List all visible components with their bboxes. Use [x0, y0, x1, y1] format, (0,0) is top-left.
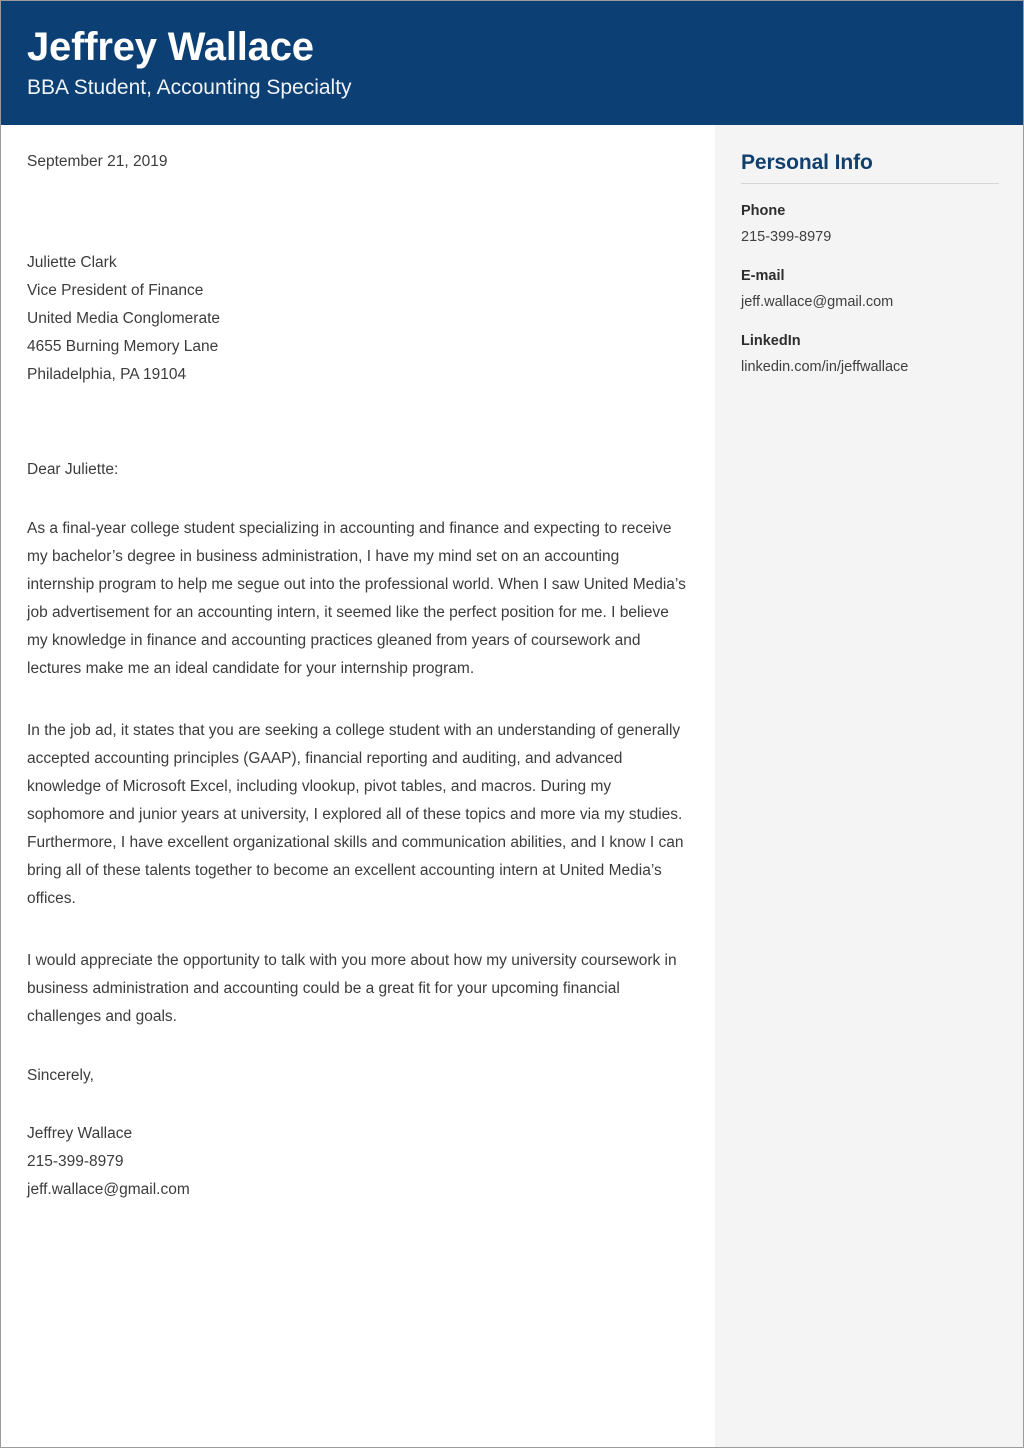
letter-date: September 21, 2019: [27, 153, 168, 170]
sidebar-entry-phone: [741, 200, 999, 249]
recipient-line: Vice President of Finance: [27, 282, 204, 299]
sidebar-label-email: E-mail: [741, 268, 785, 284]
document-body: [1, 125, 1023, 1447]
sidebar-value-email: jeff.wallace@gmail.com: [741, 294, 894, 310]
signature-email: jeff.wallace@gmail.com: [27, 1181, 190, 1198]
body-paragraph: I would appreciate the opportunity to talk with you more about how my university coursework in business administration and accounting could be a great fit for your upcoming financial challenges and goals.: [27, 952, 677, 1025]
sidebar-label-linkedin: LinkedIn: [741, 333, 801, 349]
signature-block: [27, 1120, 687, 1204]
recipient-line: 4655 Burning Memory Lane: [27, 338, 219, 355]
signature-phone: 215-399-8979: [27, 1153, 124, 1170]
salutation: Dear Juliette:: [27, 461, 119, 478]
sidebar-value-linkedin: linkedin.com/in/jeffwallace: [741, 359, 909, 375]
sidebar-heading: Personal Info: [741, 151, 873, 174]
recipient-line: Philadelphia, PA 19104: [27, 366, 187, 383]
personal-info-sidebar: [715, 125, 1023, 1447]
body-paragraph: In the job ad, it states that you are seeking a college student with an understanding of generally accepted accounting principles (GAAP), financial reporting and auditing, and advanced knowledge of Microsoft Excel, including vlookup, pivot tables, and macros. During my sophomore and junior years at university, I explored all of these topics and more via my studies. Furthermore, I have excellent organizational skills and communication abilities, and I know I can bring all of these talents together to become an excellent accounting intern at United Media’s offices.: [27, 722, 684, 907]
closing-salutation: Sincerely,: [27, 1067, 94, 1084]
recipient-line: United Media Conglomerate: [27, 310, 220, 327]
applicant-subtitle: BBA Student, Accounting Specialty: [27, 76, 352, 99]
signature-name: Jeffrey Wallace: [27, 1125, 133, 1142]
body-paragraph: As a final-year college student specializing in accounting and finance and expecting to receive my bachelor’s degree in business administration, I have my mind set on an accounting internship program to help me segue out into the professional world. When I saw United Media’s job advertisement for an accounting intern, it seemed like the perfect position for me. I believe my knowledge in finance and accounting practices gleaned from years of coursework and lectures make me an ideal candidate for your internship program.: [27, 520, 686, 677]
sidebar-entry-linkedin: [741, 330, 999, 379]
recipient-line: Juliette Clark: [27, 254, 117, 271]
recipient-address-block: [27, 249, 687, 389]
letter-column: [1, 125, 715, 1447]
sidebar-label-phone: Phone: [741, 203, 786, 219]
applicant-name: Jeffrey Wallace: [27, 25, 314, 69]
sidebar-entry-email: [741, 265, 999, 314]
sidebar-heading-divider: [741, 183, 999, 184]
letterhead-header: [1, 1, 1023, 125]
sidebar-value-phone: 215-399-8979: [741, 229, 832, 245]
